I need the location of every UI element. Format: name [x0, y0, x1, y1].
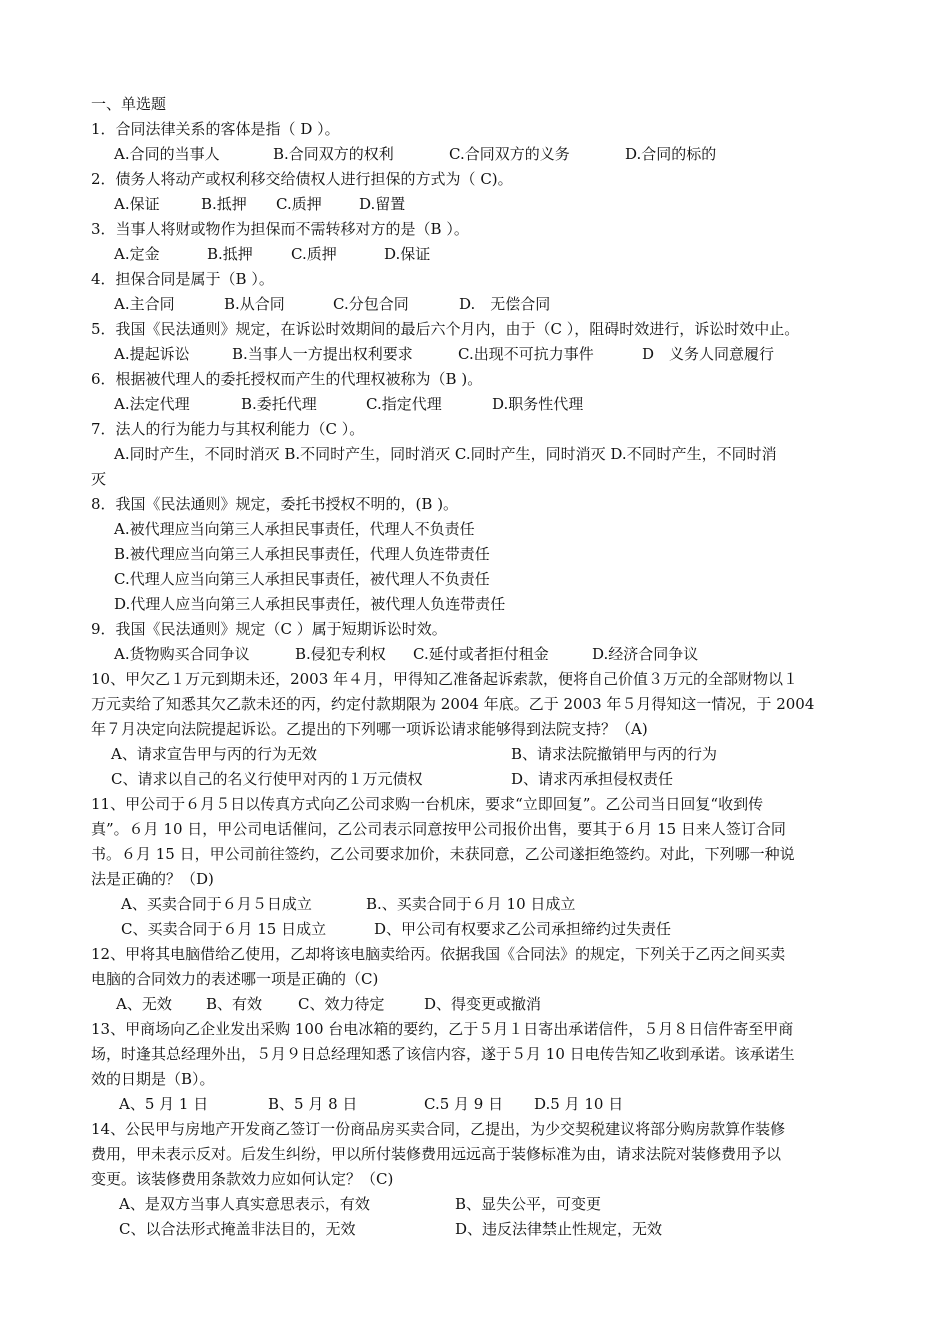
q12-option-d: D、得变更或撤消 — [424, 995, 542, 1013]
q1-option-d: D.合同的标的 — [625, 145, 717, 163]
q11-option-c: C、买卖合同于６月 15 日成立 — [121, 920, 327, 938]
q1-option-b: B.合同双方的权利 — [273, 145, 394, 163]
q6-option-a: A.法定代理 — [114, 395, 190, 413]
q2-option-d: D.留置 — [359, 195, 406, 213]
q5-option-b: B.当事人一方提出权利要求 — [232, 345, 413, 363]
q4-option-d: D. 无偿合同 — [459, 295, 551, 313]
question-2-stem: 2．债务人将动产或权利移交给债权人进行担保的方式为（ C)。 — [91, 170, 513, 188]
q14-option-d: D、违反法律禁止性规定，无效 — [455, 1220, 663, 1238]
section-title: 一、单选题 — [91, 95, 167, 113]
q5-option-c: C.出现不可抗力事件 — [458, 345, 594, 363]
q12-option-a: A、无效 — [116, 995, 172, 1013]
q14-option-a: A、是双方当事人真实意思表示，有效 — [119, 1195, 370, 1213]
q7-options-wrap: 灭 — [91, 470, 107, 488]
question-12-stem-line-2: 电脑的合同效力的表述哪一项是正确的（C) — [91, 970, 379, 988]
question-13-stem-line-2: 场，时逢其总经理外出，５月９日总经理知悉了该信内容，遂于５月 10 日电传告知乙收到承诺。该承诺生 — [91, 1045, 795, 1063]
q3-option-c: C.质押 — [291, 245, 337, 263]
q1-option-a: A.合同的当事人 — [114, 145, 220, 163]
q5-option-d: D 义务人同意履行 — [642, 345, 775, 363]
q2-option-a: A.保证 — [114, 195, 160, 213]
q12-option-c: C、效力待定 — [298, 995, 385, 1013]
q11-option-a: A、买卖合同于６月５日成立 — [121, 895, 312, 913]
q10-option-d: D、请求丙承担侵权责任 — [511, 770, 674, 788]
q13-option-a: A、5 月 1 日 — [119, 1095, 209, 1113]
q10-option-b: B、请求法院撤销甲与丙的行为 — [511, 745, 718, 763]
q8-option-c: C.代理人应当向第三人承担民事责任，被代理人不负责任 — [114, 570, 490, 588]
question-6-stem: 6．根据被代理人的委托授权而产生的代理权被称为（B )。 — [91, 370, 483, 388]
question-11-stem-line-4: 法是正确的？（D) — [91, 870, 214, 888]
question-10-stem-line-2: 万元卖给了知悉其欠乙款未还的丙，约定付款期限为 2004 年底。乙于 2003 年５月得知这一情况，于 2004 — [91, 695, 815, 713]
q3-option-b: B.抵押 — [207, 245, 253, 263]
q2-option-b: B.抵押 — [201, 195, 247, 213]
q6-option-c: C.指定代理 — [366, 395, 442, 413]
q8-option-b: B.被代理应当向第三人承担民事责任，代理人负连带责任 — [114, 545, 490, 563]
question-10-stem-line-3: 年７月决定向法院提起诉讼。乙提出的下列哪一项诉讼请求能够得到法院支持？（A) — [91, 720, 648, 738]
question-10-stem-line-1: 10、甲欠乙１万元到期未还，2003 年４月，甲得知乙准备起诉索款，便将自己价值３万元的全部财物以１ — [91, 670, 799, 688]
question-11-stem-line-1: 11、甲公司于６月５日以传真方式向乙公司求购一台机床，要求“立即回复”。乙公司当日回复“收到传 — [91, 795, 764, 813]
question-11-stem-line-3: 书。６月 15 日，甲公司前往签约，乙公司要求加价，未获同意，乙公司遂拒绝签约。对此，下列哪一种说 — [91, 845, 795, 863]
q12-option-b: B、有效 — [206, 995, 263, 1013]
q10-option-c: C、请求以自己的名义行使甲对丙的１万元债权 — [111, 770, 423, 788]
q14-option-c: C、以合法形式掩盖非法目的，无效 — [119, 1220, 356, 1238]
q8-option-a: A.被代理应当向第三人承担民事责任，代理人不负责任 — [114, 520, 475, 538]
question-14-stem-line-1: 14、公民甲与房地产开发商乙签订一份商品房买卖合同，乙提出，为少交契税建议将部分购房款算作装修 — [91, 1120, 786, 1138]
q9-option-c: C.延付或者拒付租金 — [413, 645, 549, 663]
q3-option-d: D.保证 — [384, 245, 431, 263]
question-9-stem: 9．我国《民法通则》规定（C ）属于短期诉讼时效。 — [91, 620, 447, 638]
question-4-stem: 4．担保合同是属于（B ）。 — [91, 270, 274, 288]
q13-option-b: B、5 月 8 日 — [268, 1095, 358, 1113]
q14-option-b: B、显失公平，可变更 — [455, 1195, 602, 1213]
question-5-stem: 5．我国《民法通则》规定，在诉讼时效期间的最后六个月内，由于（C ），阻碍时效进行，诉讼时效中止。 — [91, 320, 800, 338]
question-3-stem: 3．当事人将财或物作为担保而不需转移对方的是（B ）。 — [91, 220, 469, 238]
q11-option-d: D、甲公司有权要求乙公司承担缔约过失责任 — [374, 920, 672, 938]
q9-option-d: D.经济合同争议 — [592, 645, 699, 663]
q9-option-b: B.侵犯专利权 — [295, 645, 386, 663]
question-14-stem-line-2: 费用，甲未表示反对。后发生纠纷，甲以所付装修费用远远高于装修标准为由，请求法院对装修费用予以 — [91, 1145, 782, 1163]
q9-option-a: A.货物购买合同争议 — [114, 645, 250, 663]
question-8-stem: 8．我国《民法通则》规定，委托书授权不明的，(B )。 — [91, 495, 459, 513]
q11-option-b: B.、买卖合同于６月 10 日成立 — [366, 895, 576, 913]
q2-option-c: C.质押 — [276, 195, 322, 213]
q4-option-c: C.分包合同 — [333, 295, 409, 313]
q6-option-b: B.委托代理 — [241, 395, 317, 413]
question-12-stem-line-1: 12、甲将其电脑借给乙使用，乙却将该电脑卖给丙。依据我国《合同法》的规定，下列关于乙丙之间买卖 — [91, 945, 786, 963]
q5-option-a: A.提起诉讼 — [114, 345, 190, 363]
q13-option-c: C.5 月 9 日 — [424, 1095, 504, 1113]
q13-option-d: D.5 月 10 日 — [534, 1095, 624, 1113]
question-1-stem: 1．合同法律关系的客体是指（ D ）。 — [91, 120, 340, 138]
q4-option-a: A.主合同 — [114, 295, 175, 313]
question-13-stem-line-1: 13、甲商场向乙企业发出采购 100 台电冰箱的要约，乙于５月１日寄出承诺信件，５月８日信件寄至甲商 — [91, 1020, 794, 1038]
q7-options-line: A.同时产生，不同时消灭 B.不同时产生，同时消灭 C.同时产生，同时消灭 D.不同时产生，不同时消 — [114, 445, 777, 463]
q4-option-b: B.从合同 — [224, 295, 285, 313]
q6-option-d: D.职务性代理 — [492, 395, 584, 413]
q1-option-c: C.合同双方的义务 — [449, 145, 570, 163]
q3-option-a: A.定金 — [114, 245, 160, 263]
question-14-stem-line-3: 变更。该装修费用条款效力应如何认定？（C) — [91, 1170, 394, 1188]
q10-option-a: A、请求宣告甲与丙的行为无效 — [111, 745, 317, 763]
question-7-stem: 7．法人的行为能力与其权利能力（C ）。 — [91, 420, 365, 438]
question-11-stem-line-2: 真”。６月 10 日，甲公司电话催问，乙公司表示同意按甲公司报价出售，要其于６月 15 日来人签订合同 — [91, 820, 786, 838]
q8-option-d: D.代理人应当向第三人承担民事责任，被代理人负连带责任 — [114, 595, 506, 613]
question-13-stem-line-3: 效的日期是（B）。 — [91, 1070, 215, 1088]
